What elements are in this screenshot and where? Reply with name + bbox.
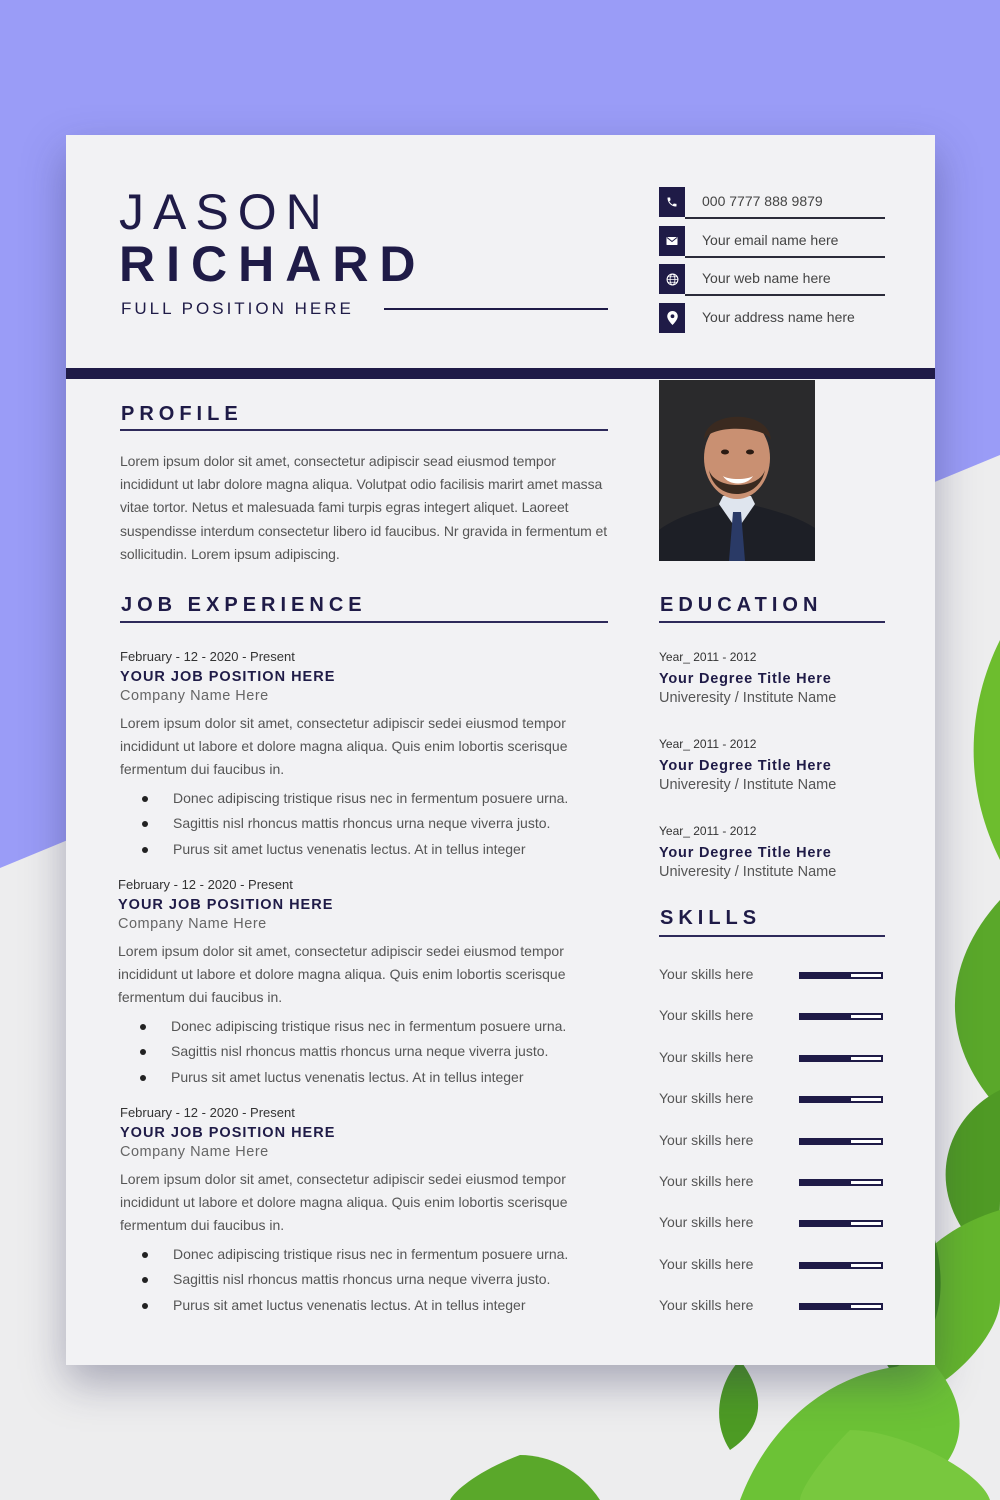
profile-text: Lorem ipsum dolor sit amet, consectetur adipiscir sead eiusmod tempor incididunt ut labr dolore magna aliqua. Volutpat odio facilisis marirt amet massa vitae tortor. Netus et malesuada fami turpis egras integert aliquet. Laoreet suspendisse interdum consectetur libero id faucibus. Nr gravida in fermentum et sollicitudin. Lorem ipsum adipiscing. bbox=[120, 453, 608, 562]
skill-item bbox=[659, 1251, 885, 1292]
skill-item bbox=[659, 1044, 885, 1085]
skill-level-bar bbox=[799, 1220, 883, 1227]
skill-level-bar bbox=[799, 972, 883, 979]
skill-level-fill bbox=[801, 1098, 851, 1101]
email-icon bbox=[659, 226, 685, 256]
person-portrait-icon bbox=[659, 380, 815, 561]
contact-web bbox=[659, 264, 885, 303]
skills-list bbox=[659, 961, 885, 1334]
job-bullet: Donec adipiscing tristique risus nec in fermentum posuere urna. bbox=[118, 1014, 608, 1040]
job-description: Lorem ipsum dolor sit amet, consectetur adipiscir sedei eiusmod tempor incididunt ut labore et dolore magna aliqua. Quis enim lobortis scerisque fermentum dui faucibus in. bbox=[118, 943, 566, 1006]
education-entry bbox=[659, 650, 889, 706]
job-bullet: Purus sit amet luctus venenatis lectus. At in tellus integer bbox=[118, 1065, 608, 1091]
skill-label: Your skills here bbox=[659, 1007, 754, 1024]
job-position: YOUR JOB POSITION HERE bbox=[120, 669, 336, 685]
skill-label: Your skills here bbox=[659, 1214, 754, 1231]
job-company: Company Name Here bbox=[120, 688, 269, 704]
job-position: YOUR JOB POSITION HERE bbox=[120, 1125, 336, 1141]
location-pin-icon bbox=[659, 303, 685, 333]
skill-level-fill bbox=[801, 1181, 851, 1184]
position-title: FULL POSITION HERE bbox=[121, 299, 354, 318]
job-date: February - 12 - 2020 - Present bbox=[120, 649, 295, 664]
skill-level-fill bbox=[801, 974, 851, 977]
skills-heading: SKILLS bbox=[660, 907, 762, 929]
skill-item bbox=[659, 1209, 885, 1250]
education-entry bbox=[659, 737, 889, 793]
education-degree: Your Degree Title Here bbox=[659, 845, 832, 861]
skill-item bbox=[659, 1127, 885, 1168]
globe-icon bbox=[659, 264, 685, 294]
contact-email-text: Your email name here bbox=[702, 231, 839, 248]
job-entry bbox=[118, 877, 608, 1090]
education-heading-line bbox=[659, 621, 885, 623]
contact-phone bbox=[659, 187, 885, 226]
education-degree: Your Degree Title Here bbox=[659, 671, 832, 687]
job-company: Company Name Here bbox=[118, 916, 267, 932]
skill-level-fill bbox=[801, 1222, 851, 1225]
job-bullet: Purus sit amet luctus venenatis lectus. At in tellus integer bbox=[120, 837, 610, 863]
skill-level-bar bbox=[799, 1013, 883, 1020]
experience-heading-line bbox=[120, 621, 608, 623]
experience-heading: JOB EXPERIENCE bbox=[121, 594, 367, 616]
skill-item bbox=[659, 1002, 885, 1043]
job-bullet: Sagittis nisl rhoncus mattis rhoncus urna neque viverra justo. bbox=[120, 1267, 610, 1293]
education-year: Year_ 2011 - 2012 bbox=[659, 737, 757, 751]
skill-item bbox=[659, 1085, 885, 1126]
skill-level-fill bbox=[801, 1140, 851, 1143]
skill-level-bar bbox=[799, 1179, 883, 1186]
skill-level-bar bbox=[799, 1055, 883, 1062]
profile-heading-line bbox=[120, 429, 608, 431]
job-description: Lorem ipsum dolor sit amet, consectetur adipiscir sedei eiusmod tempor incididunt ut labore et dolore magna aliqua. Quis enim lobortis scerisque fermentum dui faucibus in. bbox=[120, 1171, 568, 1234]
job-bullet: Donec adipiscing tristique risus nec in fermentum posuere urna. bbox=[120, 1242, 610, 1268]
education-school: Univeresity / Institute Name bbox=[659, 690, 837, 706]
contact-phone-text: 000 7777 888 9879 bbox=[702, 193, 823, 209]
job-bullet-list bbox=[118, 1014, 608, 1091]
skill-level-fill bbox=[801, 1057, 851, 1060]
skill-item bbox=[659, 961, 885, 1002]
job-entry bbox=[120, 1105, 610, 1318]
education-year: Year_ 2011 - 2012 bbox=[659, 824, 757, 838]
skill-level-fill bbox=[801, 1305, 851, 1308]
resume-page bbox=[66, 135, 935, 1365]
job-bullet: Sagittis nisl rhoncus mattis rhoncus urna neque viverra justo. bbox=[120, 811, 610, 837]
job-bullet-list bbox=[120, 1242, 610, 1319]
job-bullet: Donec adipiscing tristique risus nec in fermentum posuere urna. bbox=[120, 786, 610, 812]
job-date: February - 12 - 2020 - Present bbox=[118, 877, 293, 892]
job-bullet: Purus sit amet luctus venenatis lectus. At in tellus integer bbox=[120, 1293, 610, 1319]
contact-divider bbox=[685, 256, 885, 258]
skill-level-bar bbox=[799, 1096, 883, 1103]
skill-label: Your skills here bbox=[659, 1090, 754, 1107]
education-school: Univeresity / Institute Name bbox=[659, 777, 837, 793]
skill-label: Your skills here bbox=[659, 1255, 754, 1272]
skill-level-bar bbox=[799, 1138, 883, 1145]
skill-label: Your skills here bbox=[659, 1131, 754, 1148]
position-divider bbox=[384, 308, 608, 310]
first-name: JASON bbox=[119, 184, 331, 240]
contact-web-text: Your web name here bbox=[702, 270, 831, 286]
job-bullet-list bbox=[120, 786, 610, 863]
job-position: YOUR JOB POSITION HERE bbox=[118, 897, 334, 913]
education-year: Year_ 2011 - 2012 bbox=[659, 650, 757, 664]
job-description: Lorem ipsum dolor sit amet, consectetur adipiscir sedei eiusmod tempor incididunt ut labore et dolore magna aliqua. Quis enim lobortis scerisque fermentum dui faucibus in. bbox=[120, 715, 568, 778]
skills-heading-line bbox=[659, 935, 885, 937]
last-name: RICHARD bbox=[119, 236, 427, 292]
contact-divider bbox=[685, 217, 885, 219]
skill-level-bar bbox=[799, 1262, 883, 1269]
education-entry bbox=[659, 824, 889, 880]
skill-item bbox=[659, 1168, 885, 1209]
profile-heading: PROFILE bbox=[121, 403, 243, 425]
contact-address-text: Your address name here bbox=[702, 308, 855, 325]
job-company: Company Name Here bbox=[120, 1144, 269, 1160]
skill-label: Your skills here bbox=[659, 1048, 754, 1065]
education-degree: Your Degree Title Here bbox=[659, 758, 832, 774]
skill-item bbox=[659, 1292, 885, 1333]
contact-list bbox=[659, 187, 885, 341]
skill-label: Your skills here bbox=[659, 1297, 754, 1314]
header-divider-band bbox=[66, 368, 935, 379]
job-date: February - 12 - 2020 - Present bbox=[120, 1105, 295, 1120]
skill-label: Your skills here bbox=[659, 1172, 754, 1189]
job-bullet: Sagittis nisl rhoncus mattis rhoncus urna neque viverra justo. bbox=[118, 1039, 608, 1065]
education-heading: EDUCATION bbox=[660, 594, 823, 616]
contact-email bbox=[659, 226, 885, 265]
skill-label: Your skills here bbox=[659, 966, 754, 982]
education-school: Univeresity / Institute Name bbox=[659, 864, 837, 880]
skill-level-fill bbox=[801, 1015, 851, 1018]
job-entry bbox=[120, 649, 610, 862]
phone-icon bbox=[659, 187, 685, 217]
contact-address bbox=[659, 303, 885, 342]
skill-level-fill bbox=[801, 1264, 851, 1267]
contact-divider bbox=[685, 294, 885, 296]
skill-level-bar bbox=[799, 1303, 883, 1310]
profile-photo bbox=[659, 380, 815, 561]
